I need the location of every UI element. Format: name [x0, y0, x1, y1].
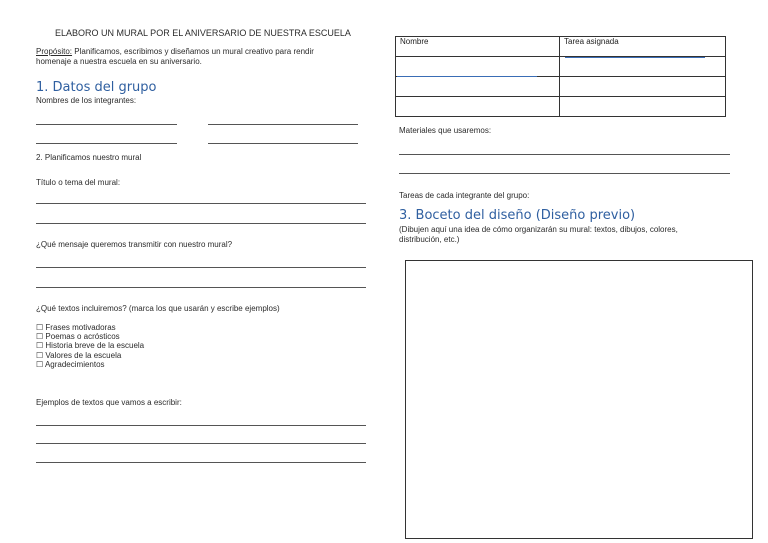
- materials-label: Materiales que usaremos:: [399, 126, 492, 135]
- header-nombre: Nombre: [396, 37, 560, 57]
- option-historia[interactable]: ☐ Historia breve de la escuela: [36, 341, 145, 351]
- table-row: [396, 57, 726, 77]
- sketch-instructions-line-2: distribución, etc.): [399, 235, 460, 244]
- table-row: [396, 77, 726, 97]
- header-tarea: Tarea asignada: [560, 37, 726, 57]
- mural-title-line-2[interactable]: [36, 223, 366, 224]
- table-header-row: [396, 37, 726, 57]
- message-line-1[interactable]: [36, 267, 366, 268]
- member-name-line-3[interactable]: [36, 143, 177, 144]
- mural-title-line-1[interactable]: [36, 203, 366, 204]
- checkbox-icon[interactable]: ☐: [36, 341, 44, 351]
- example-line-3[interactable]: [36, 462, 366, 463]
- section-2-label: 2. Planificamos nuestro mural: [36, 153, 142, 162]
- text-options-list: [36, 323, 144, 369]
- materials-line-1[interactable]: [399, 154, 730, 155]
- table-cell[interactable]: [396, 57, 560, 77]
- texts-question: ¿Qué textos incluiremos? (marca los que usarán y escribe ejemplos): [36, 304, 280, 313]
- member-name-line-1[interactable]: [36, 124, 177, 125]
- checkbox-icon[interactable]: ☐: [36, 359, 44, 369]
- purpose-text-line-1: Planificamos, escribimos y diseñamos un mural creativo para rendir: [72, 47, 314, 56]
- member-name-line-4[interactable]: [208, 143, 358, 144]
- table-cell[interactable]: [560, 97, 726, 117]
- option-agradecimientos[interactable]: ☐ Agradecimientos: [36, 359, 105, 369]
- table-cell[interactable]: [396, 97, 560, 117]
- option-poemas[interactable]: ☐ Poemas o acrósticos: [36, 332, 120, 342]
- option-frases[interactable]: ☐ Frases motivadoras: [36, 323, 116, 332]
- members-label: Nombres de los integrantes:: [36, 96, 137, 105]
- row-underline-accent: [397, 76, 537, 77]
- table-cell[interactable]: [560, 77, 726, 97]
- tasks-label: Tareas de cada integrante del grupo:: [399, 191, 530, 200]
- checkbox-icon[interactable]: ☐: [36, 323, 44, 332]
- message-line-2[interactable]: [36, 287, 366, 288]
- table-row: [396, 97, 726, 117]
- example-line-2[interactable]: [36, 443, 366, 444]
- materials-line-2[interactable]: [399, 173, 730, 174]
- sketch-instructions-line-1: (Dibujen aquí una idea de cómo organizarán su mural: textos, dibujos, colores,: [399, 225, 678, 234]
- examples-label: Ejemplos de textos que vamos a escribir:: [36, 398, 182, 407]
- section-1-heading: 1. Datos del grupo: [36, 80, 157, 95]
- table-cell[interactable]: [560, 57, 726, 77]
- message-question: ¿Qué mensaje queremos transmitir con nuestro mural?: [36, 240, 233, 249]
- section-3-heading: 3. Boceto del diseño (Diseño previo): [399, 208, 636, 223]
- option-valores[interactable]: ☐ Valores de la escuela: [36, 350, 122, 360]
- worksheet-title: ELABORO UN MURAL POR EL ANIVERSARIO DE NUESTRA ESCUELA: [55, 28, 351, 38]
- member-name-line-2[interactable]: [208, 124, 358, 125]
- purpose-paragraph: [36, 47, 314, 67]
- mural-title-label: Título o tema del mural:: [36, 178, 121, 187]
- example-line-1[interactable]: [36, 425, 366, 426]
- checkbox-icon[interactable]: ☐: [36, 350, 44, 360]
- checkbox-icon[interactable]: ☐: [36, 332, 44, 342]
- sketch-drawing-box[interactable]: [405, 260, 753, 539]
- purpose-label: Propósito:: [36, 47, 73, 56]
- purpose-text-line-2: homenaje a nuestra escuela en su aniversario.: [36, 57, 202, 66]
- table-cell[interactable]: [396, 77, 560, 97]
- sketch-instructions: [399, 225, 678, 245]
- header-underline-accent: [565, 57, 705, 58]
